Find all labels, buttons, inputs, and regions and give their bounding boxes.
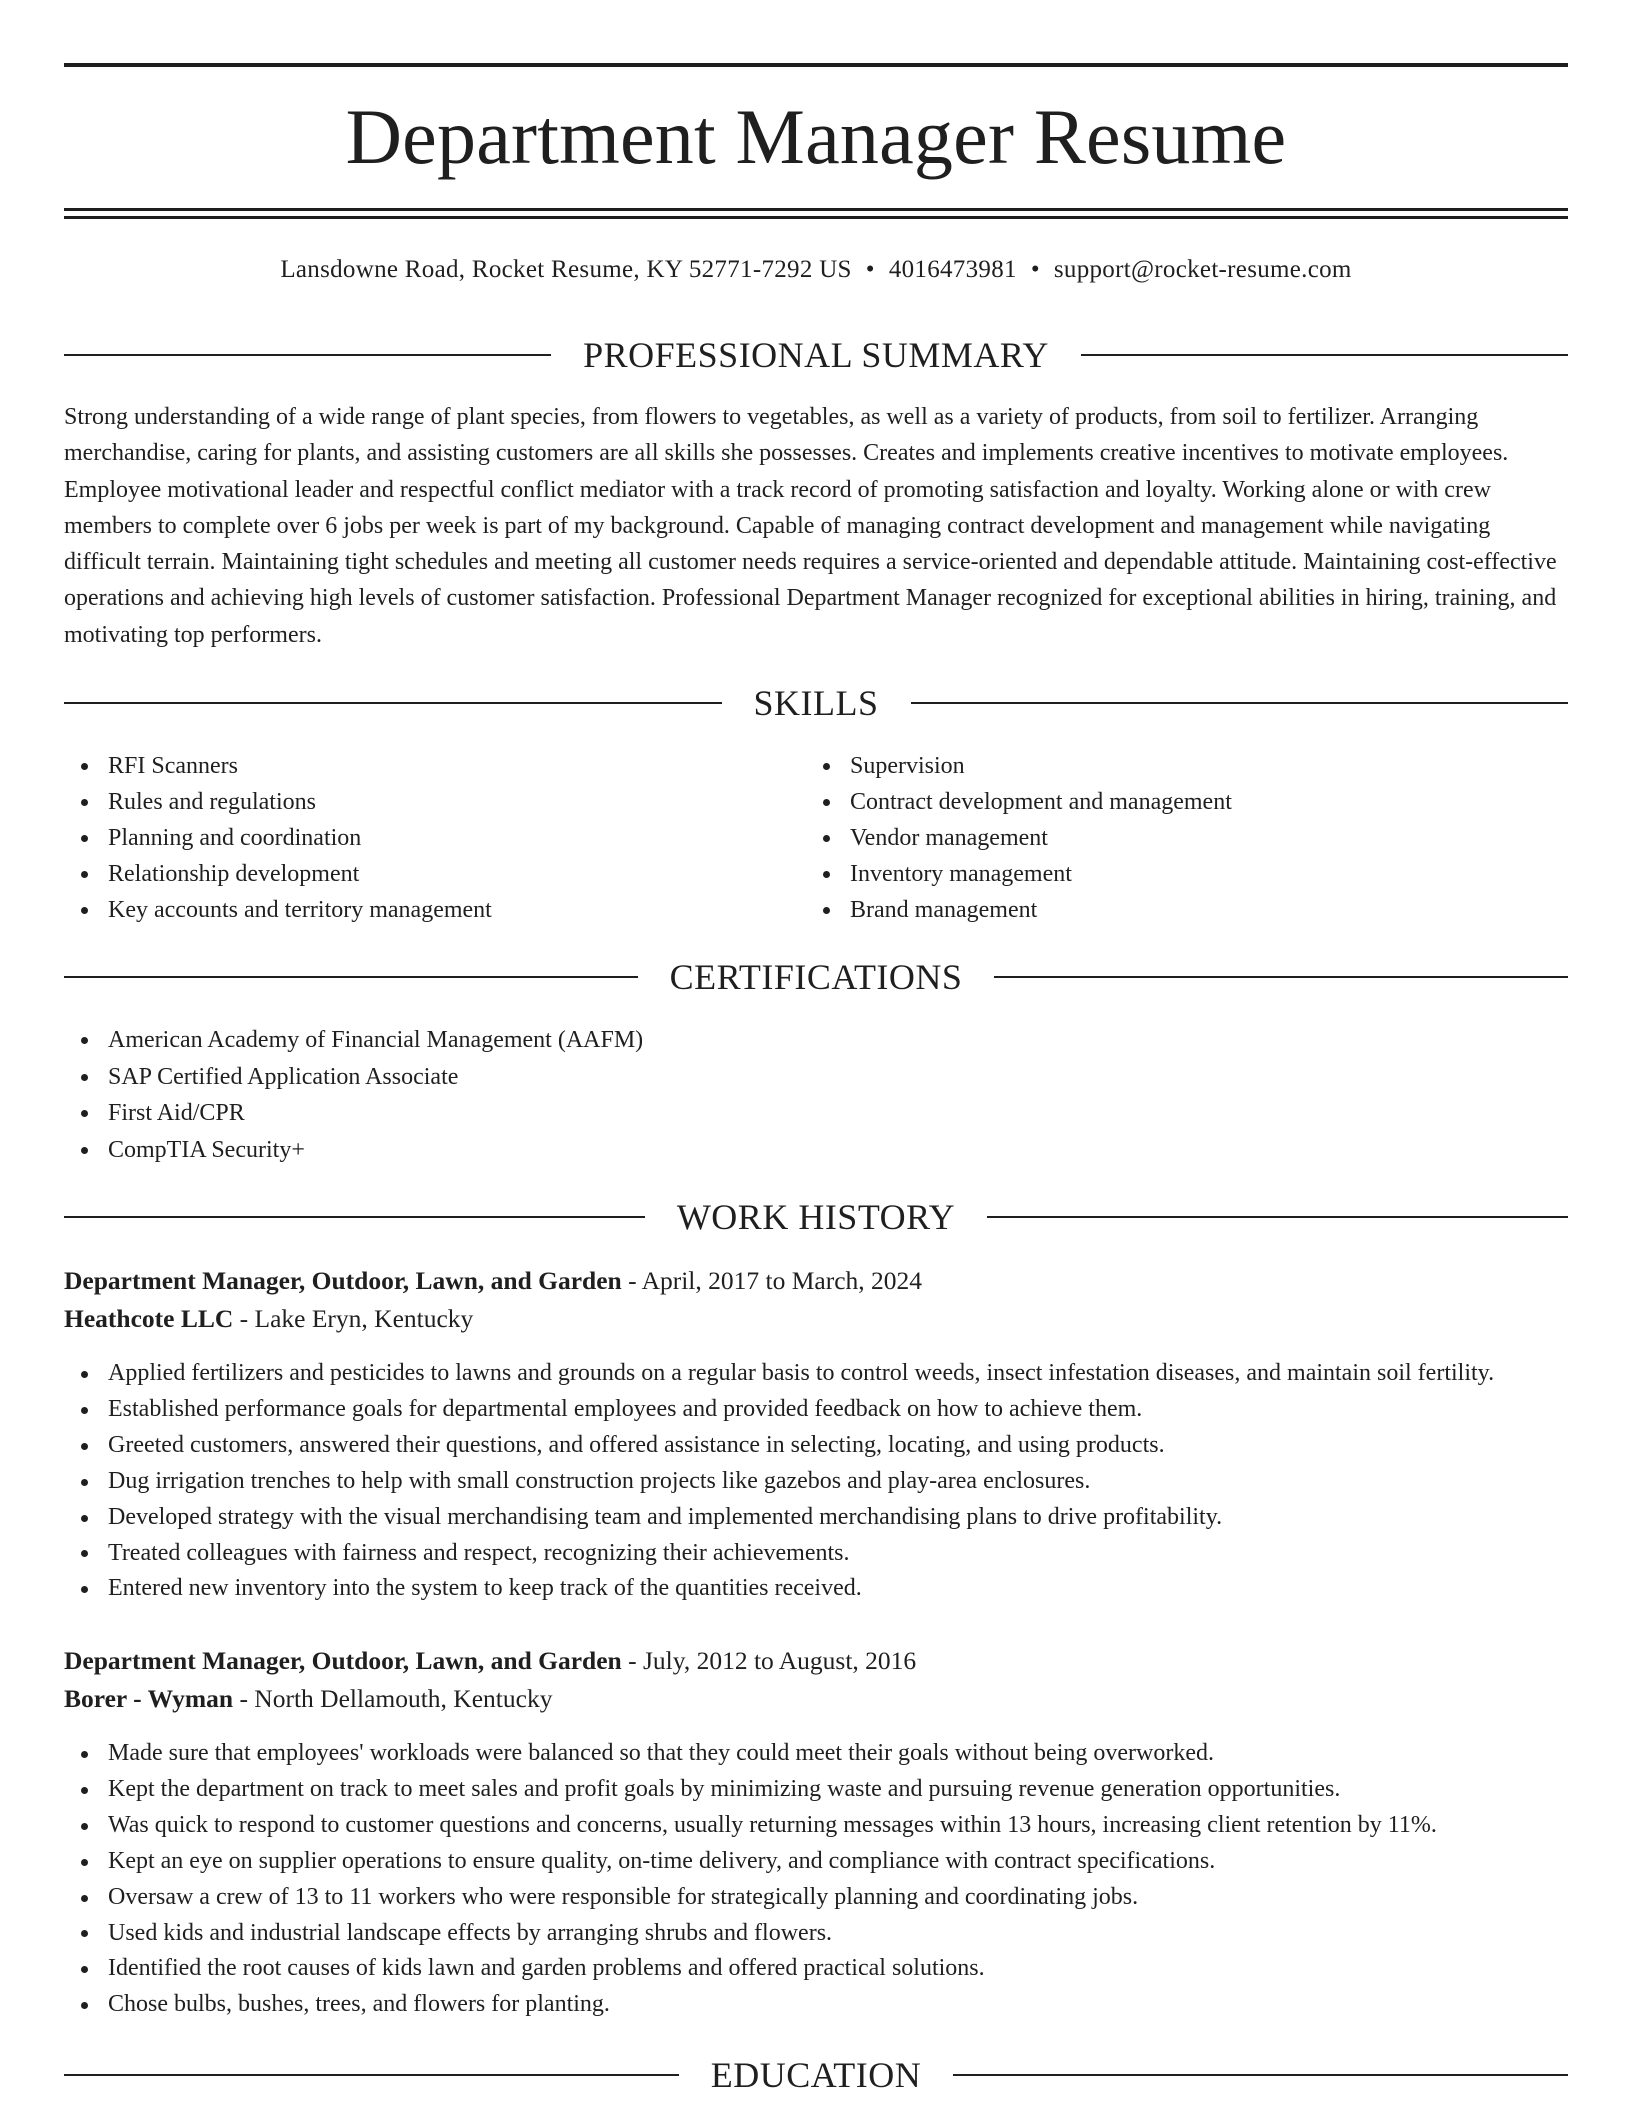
- heading-rule-right: [987, 1216, 1568, 1218]
- skill-item: Rules and regulations: [108, 784, 808, 820]
- skill-item: Supervision: [850, 748, 1550, 784]
- contact-separator: •: [865, 256, 875, 283]
- contact-phone: 4016473981: [888, 256, 1017, 283]
- certifications-list: [64, 1022, 1508, 1168]
- page-title: Department Manager Resume: [345, 93, 1287, 180]
- job-bullet-item: Kept the department on track to meet sales and profit goals by minimizing waste and pursuing revenue generation opportunities.: [108, 1772, 1612, 1808]
- job-bullet-item: Identified the root causes of kids lawn and garden problems and offered practical solutions.: [108, 1951, 1612, 1987]
- contact-email: support@rocket-resume.com: [1053, 256, 1352, 283]
- section-heading-text: EDUCATION: [710, 2055, 922, 2095]
- section-heading-skills: [64, 681, 1568, 725]
- section-heading-text: CERTIFICATIONS: [669, 957, 963, 997]
- heading-rule-left: [64, 1216, 645, 1218]
- section-heading-text: PROFESSIONAL SUMMARY: [583, 335, 1049, 375]
- skills-list-left: [64, 748, 808, 928]
- heading-rule-right: [1081, 354, 1568, 356]
- heading-rule-right: [953, 2074, 1568, 2076]
- job-bullet-item: Developed strategy with the visual merchandising team and implemented merchandising plans to drive profitability.: [108, 1500, 1612, 1536]
- job-bullet-item: Was quick to respond to customer questions and concerns, usually returning messages within 13 hours, increasing client retention by 11%.: [108, 1808, 1612, 1844]
- section-heading-text: WORK HISTORY: [676, 1197, 956, 1237]
- skill-item: Contract development and management: [850, 784, 1550, 820]
- job-title: Department Manager, Outdoor, Lawn, and Garden: [64, 1646, 622, 1675]
- skills-list-right: [806, 748, 1550, 928]
- job-company: Heathcote LLC: [64, 1304, 234, 1333]
- section-heading-work-history: [64, 1195, 1568, 1239]
- job-company-line: [64, 1681, 1568, 1717]
- job-bullet-item: Made sure that employees' workloads were balanced so that they could meet their goals without being overworked.: [108, 1736, 1612, 1772]
- top-rule: [64, 63, 1568, 67]
- job-title-line: [64, 1643, 1568, 1679]
- job-bullet-item: Dug irrigation trenches to help with small construction projects like gazebos and play-area enclosures.: [108, 1464, 1612, 1500]
- section-heading-summary: [64, 333, 1568, 377]
- certification-item: First Aid/CPR: [108, 1095, 1508, 1132]
- certification-item: SAP Certified Application Associate: [108, 1059, 1508, 1096]
- job-dates: - July, 2012 to August, 2016: [621, 1646, 917, 1675]
- heading-rule-left: [64, 702, 722, 704]
- job-bullets-list: [64, 1356, 1612, 1607]
- contact-line: [64, 253, 1568, 287]
- skill-item: Relationship development: [108, 856, 808, 892]
- job-company-line: [64, 1301, 1568, 1337]
- contact-address: Lansdowne Road, Rocket Resume, KY 52771-7292 US: [280, 256, 852, 283]
- section-heading-certifications: [64, 955, 1568, 999]
- job-title: Department Manager, Outdoor, Lawn, and Garden: [64, 1266, 622, 1295]
- job-bullet-item: Entered new inventory into the system to keep track of the quantities received.: [108, 1571, 1612, 1607]
- job-dates: - April, 2017 to March, 2024: [621, 1266, 923, 1295]
- job-bullets-list: [64, 1736, 1612, 2023]
- certification-item: American Academy of Financial Management (AAFM): [108, 1022, 1508, 1059]
- job-bullet-item: Treated colleagues with fairness and respect, recognizing their achievements.: [108, 1536, 1612, 1572]
- job-location: - Lake Eryn, Kentucky: [233, 1304, 474, 1333]
- job-title-line: [64, 1263, 1568, 1299]
- skill-item: Inventory management: [850, 856, 1550, 892]
- heading-rule-right: [994, 976, 1568, 978]
- job-bullet-item: Established performance goals for departmental employees and provided feedback on how to achieve them.: [108, 1392, 1612, 1428]
- skill-item: Brand management: [850, 892, 1550, 928]
- skill-item: Vendor management: [850, 820, 1550, 856]
- heading-rule-left: [64, 354, 551, 356]
- heading-rule-left: [64, 976, 638, 978]
- section-heading-text: SKILLS: [753, 683, 879, 723]
- job-company: Borer - Wyman: [64, 1684, 234, 1713]
- professional-summary: Strong understanding of a wide range of plant species, from flowers to vegetables, as well as a variety of products, from soil to fertilizer. Arranging merchandise, caring for plants, and assisting customers are all skills she possesses. Creates and implements creative incentives to motivate employees. Employee motivational leader and respectful conflict mediator with a track record of promoting satisfaction and loyalty. Working alone or with crew members to complete over 6 jobs per week is part of my background. Capable of managing contract development and management while navigating difficult terrain. Maintaining tight schedules and meeting all customer needs requires a service-oriented and dependable attitude. Maintaining cost-effective operations and achieving high levels of customer satisfaction. Professional Department Manager recognized for exceptional abilities in hiring, training, and motivating top performers.: [64, 404, 1557, 648]
- title-double-rule-upper: [64, 208, 1568, 211]
- title-double-rule-lower: [64, 216, 1568, 219]
- heading-rule-left: [64, 2074, 679, 2076]
- job-bullet-item: Kept an eye on supplier operations to ensure quality, on-time delivery, and compliance with contract specifications.: [108, 1844, 1612, 1880]
- job-location: - North Dellamouth, Kentucky: [233, 1684, 553, 1713]
- skill-item: Planning and coordination: [108, 820, 808, 856]
- job-bullet-item: Chose bulbs, bushes, trees, and flowers for planting.: [108, 1987, 1612, 2023]
- job-bullet-item: Applied fertilizers and pesticides to lawns and grounds on a regular basis to control weeds, insect infestation diseases, and maintain soil fertility.: [108, 1356, 1612, 1392]
- section-heading-education: [64, 2053, 1568, 2097]
- job-bullet-item: Oversaw a crew of 13 to 11 workers who were responsible for strategically planning and coordinating jobs.: [108, 1880, 1612, 1916]
- heading-rule-right: [911, 702, 1569, 704]
- job-bullet-item: Greeted customers, answered their questions, and offered assistance in selecting, locating, and using products.: [108, 1428, 1612, 1464]
- certification-item: CompTIA Security+: [108, 1132, 1508, 1169]
- skill-item: RFI Scanners: [108, 748, 808, 784]
- contact-separator: •: [1030, 256, 1040, 283]
- skill-item: Key accounts and territory management: [108, 892, 808, 928]
- job-bullet-item: Used kids and industrial landscape effects by arranging shrubs and flowers.: [108, 1916, 1612, 1952]
